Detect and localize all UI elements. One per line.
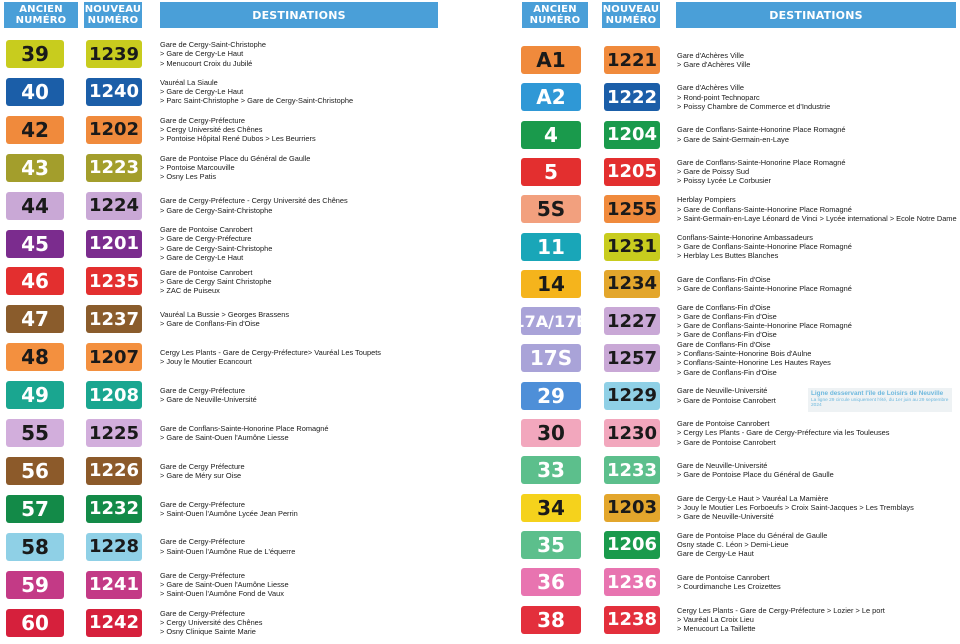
destination-stop: > Jouy le Moutier Les Forboeufs > Croix Saint-Jacques > Les Tremblays (677, 502, 914, 512)
old-line-number-badge: 44 (6, 192, 64, 220)
destination-stop: Osny stade C. Léon > Demi-Lieue (677, 540, 789, 550)
old-line-number-badge: 39 (6, 40, 64, 68)
destination-stop: > Gare de Conflans-Fin d'Oise (677, 330, 777, 340)
destination-stop: Gare de Pontoise Canrobert (677, 572, 770, 582)
destination-stop: > Gare de Cergy-Saint-Christophe (160, 243, 273, 253)
old-line-number-badge: 4 (521, 121, 581, 149)
destination-stop: Gare d'Achères Ville (677, 83, 745, 93)
destination-stop: Cergy Les Plants - Gare de Cergy-Préfecture> Vauréal Les Toupets (160, 347, 381, 357)
line-row (0, 419, 960, 449)
old-line-number-badge: 33 (521, 456, 581, 484)
destination-stop: Gare de Pontoise Place du Général de Gaulle (677, 531, 828, 541)
old-line-number-badge: 38 (521, 606, 581, 634)
destination-stop: > Gare de Pontoise Canrobert (677, 437, 776, 447)
destination-stop: Gare de Pontoise Place du Général de Gaulle (160, 153, 311, 163)
destination-stop: Gare de Pontoise Canrobert (160, 225, 253, 235)
destination-stop: Gare de Conflans-Sainte-Honorine Place Romagné (160, 423, 329, 433)
new-line-number-badge: 1221 (604, 46, 660, 74)
destination-stop: > Gare de Conflans-Fin d'Oise (677, 367, 777, 377)
old-line-number-badge: 34 (521, 494, 581, 522)
destination-stop: > Menucourt La Taillette (677, 624, 756, 634)
new-line-number-badge: 1255 (604, 195, 660, 223)
new-line-number-badge: 1204 (604, 121, 660, 149)
destination-list (677, 567, 960, 597)
destination-list (677, 418, 960, 448)
destination-stop: > Pontoise Marcouville (160, 163, 235, 173)
new-line-number-badge: 1242 (86, 609, 142, 637)
line-row (0, 121, 960, 151)
destination-list (677, 530, 960, 560)
destination-stop: Gare de Conflans-Fin d'Oise (677, 302, 771, 312)
line-row (0, 158, 960, 188)
destination-stop: Gare de Conflans-Fin d'Oise (677, 339, 771, 349)
old-line-number-badge: 58 (6, 533, 64, 561)
destination-stop: > Poissy Chambre de Commerce et d'Industrie (677, 101, 831, 111)
line-row (0, 456, 960, 486)
destination-stop: > Cergy Les Plants - Gare de Cergy-Préfecture via les Touleuses (677, 428, 890, 438)
note-title: Ligne desservant l'île de Loisirs de Neuville (811, 390, 944, 397)
line-row (0, 233, 960, 263)
old-line-number-badge: A2 (521, 83, 581, 111)
destination-stop: > Gare de Cergy-Préfecture (160, 234, 252, 244)
old-line-number-badge: 47 (6, 305, 64, 333)
destination-stop: > Cergy Université des Chênes (160, 617, 263, 627)
new-line-number-badge: 1224 (86, 192, 142, 220)
destination-stop: > Rond-point Technoparc (677, 92, 760, 102)
destination-list (677, 455, 960, 485)
destination-stop: Gare de Cergy-Préfecture (160, 499, 246, 509)
line-row (0, 606, 960, 636)
old-line-number-badge: 30 (521, 419, 581, 447)
destination-stop: Gare de Pontoise Canrobert (677, 419, 770, 429)
header-ancien-numero-right: ANCIEN NUMÉRO (522, 2, 588, 28)
old-line-number-badge: 56 (6, 457, 64, 485)
line-row (0, 494, 960, 524)
destination-stop: > Gare de Conflans-Sainte-Honorine Place Romagné (677, 283, 852, 293)
line-row (0, 267, 960, 300)
new-line-number-badge: 1233 (604, 456, 660, 484)
destination-list (677, 605, 960, 635)
old-line-number-badge: 45 (6, 230, 64, 258)
new-line-number-badge: 1226 (86, 457, 142, 485)
old-line-number-badge: 46 (6, 267, 64, 295)
destination-stop: > Gare de Cergy-Le Haut (160, 87, 244, 97)
old-line-number-badge: 49 (6, 381, 64, 409)
new-line-number-badge: 1225 (86, 419, 142, 447)
destination-stop: > Pontoise Hôpital René Dubos > Les Beurriers (160, 134, 316, 144)
destination-stop: > Gare de Conflans-Fin d'Oise (677, 311, 777, 321)
old-line-number-badge: 43 (6, 154, 64, 182)
destination-stop: > Gare de Conflans-Sainte-Honorine Place Romagné (677, 204, 852, 214)
destination-stop: > Gare de Cergy-Le Haut (160, 252, 244, 262)
destination-stop: Gare de Conflans-Fin d'Oise (677, 274, 771, 284)
line-row (0, 339, 960, 377)
destination-stop: > Menucourt Croix du Jubilé (160, 58, 253, 68)
destination-stop: > Cergy Université des Chênes (160, 125, 263, 135)
destination-stop: Herblay Pompiers (677, 195, 736, 205)
destination-stop: > Gare de Cergy Saint Christophe (160, 276, 272, 286)
old-line-number-badge: 42 (6, 116, 64, 144)
line-row (0, 195, 960, 225)
destination-stop: > Gare de Saint-Ouen l'Aumône Liesse (160, 579, 289, 589)
destination-list (677, 120, 960, 150)
new-line-number-badge: 1208 (86, 381, 142, 409)
destination-stop: Gare de Cergy-Préfecture (160, 537, 246, 547)
destination-stop: > Conflans-Sainte-Honorine Les Hautes Rayes (677, 358, 831, 368)
old-line-number-badge: 60 (6, 609, 64, 637)
new-line-number-badge: 1234 (604, 270, 660, 298)
old-line-number-badge: 14 (521, 270, 581, 298)
new-line-number-badge: 1240 (86, 78, 142, 106)
destination-stop: Gare de Pontoise Canrobert (160, 267, 253, 277)
destination-stop: Vauréal La Bussie > Georges Brassens (160, 310, 290, 320)
old-line-number-badge: 40 (6, 78, 64, 106)
destination-stop: > Courdimanche Les Croizettes (677, 582, 781, 592)
destination-stop: > Gare de Cergy-Saint-Christophe (160, 205, 273, 215)
destination-list (677, 339, 960, 377)
destination-stop: Gare de Conflans-Sainte-Honorine Place Romagné (677, 125, 846, 135)
new-line-number-badge: 1231 (604, 233, 660, 261)
new-line-number-badge: 1232 (86, 495, 142, 523)
header-nouveau-numero-left: NOUVEAU NUMÉRO (84, 4, 142, 26)
destination-list (677, 45, 960, 75)
new-line-number-badge: 1228 (86, 533, 142, 561)
new-line-number-badge: 1241 (86, 571, 142, 599)
destination-stop: Gare de Cergy-Saint-Christophe (160, 40, 266, 50)
destination-list (677, 157, 960, 187)
new-line-number-badge: 1227 (604, 307, 660, 335)
destination-stop: Gare de Neuville-Université (677, 386, 768, 396)
destination-stop: Conflans-Sainte-Honorine Ambassadeurs (677, 232, 813, 242)
destination-stop: > Osny Les Patis (160, 172, 217, 182)
new-line-number-badge: 1222 (604, 83, 660, 111)
destination-stop: > Gare de Cergy-Le Haut (160, 49, 244, 59)
old-line-number-badge: 29 (521, 382, 581, 410)
destination-stop: Cergy Les Plants - Gare de Cergy-Préfecture > Lozier > Le port (677, 605, 885, 615)
destination-stop: > Saint-Germain-en-Laye Léonard de Vinci > Lycée international > Ecole Notre Dame (677, 213, 957, 223)
new-line-number-badge: 1237 (86, 305, 142, 333)
old-line-number-badge: 17A/17B (521, 307, 581, 335)
destination-stop: > Vauréal La Croix Lieu (677, 614, 754, 624)
old-line-number-badge: 5S (521, 195, 581, 223)
destination-stop: > Parc Saint-Christophe > Gare de Cergy-Saint-Christophe (160, 96, 354, 106)
old-line-number-badge: 57 (6, 495, 64, 523)
line-row (0, 568, 960, 598)
old-line-number-badge: 59 (6, 571, 64, 599)
destination-stop: Gare de Cergy-Préfecture (160, 570, 246, 580)
seasonal-line-note (808, 388, 952, 412)
destination-stop: > Gare de Conflans-Sainte-Honorine Place Romagné (677, 241, 852, 251)
new-line-number-badge: 1239 (86, 40, 142, 68)
destination-stop: Gare de Cergy-Le Haut (677, 549, 754, 559)
destination-stop: > Gare de Poissy Sud (677, 167, 750, 177)
destination-stop: > Gare d'Achères Ville (677, 60, 751, 69)
header-destinations-left: DESTINATIONS (160, 2, 438, 28)
destination-stop: Gare de Cergy-Préfecture (160, 385, 246, 395)
destination-stop: > Saint-Ouen l'Aumône Fond de Vaux (160, 589, 284, 599)
destination-stop: > Poissy Lycée Le Corbusier (677, 176, 772, 186)
new-line-number-badge: 1257 (604, 344, 660, 372)
destination-list (677, 232, 960, 262)
destination-list (677, 302, 960, 340)
destination-stop: > Saint-Ouen l'Aumône Rue de L'équerre (160, 546, 296, 556)
destination-stop: > ZAC de Puiseux (160, 285, 220, 295)
new-line-number-badge: 1223 (86, 154, 142, 182)
new-line-number-badge: 1230 (604, 419, 660, 447)
destination-stop: > Gare de Neuville-Université (160, 395, 257, 405)
destination-stop: Gare de Cergy-Préfecture (160, 608, 246, 618)
note-text: La ligne 29 circule uniquement l'été, du 1er juin au 29 septembre 2024 (811, 397, 949, 409)
new-line-number-badge: 1235 (86, 267, 142, 295)
destination-stop: > Saint-Ouen l'Aumône Lycée Jean Perrin (160, 508, 298, 518)
line-row (0, 83, 960, 113)
destination-stop: > Herblay Les Buttes Blanches (677, 251, 779, 261)
destination-list (677, 493, 960, 523)
old-line-number-badge: 55 (6, 419, 64, 447)
old-line-number-badge: 11 (521, 233, 581, 261)
destination-stop: Gare de Cergy-Le Haut > Vauréal La Mamière (677, 493, 829, 503)
header-ancien-numero-left: ANCIEN NUMÉRO (4, 2, 78, 28)
destination-stop: > Gare de Neuville-Université (677, 512, 774, 522)
old-line-number-badge: 36 (521, 568, 581, 596)
new-line-number-badge: 1206 (604, 531, 660, 559)
destination-stop: > Jouy le Moutier Ecancourt (160, 357, 252, 367)
destination-list (677, 194, 960, 224)
new-line-number-badge: 1229 (604, 382, 660, 410)
destination-stop: > Gare de Conflans-Fin d'Oise (160, 319, 260, 329)
destination-stop: Vauréal La Siaule (160, 78, 218, 88)
destination-stop: Gare de Cergy-Préfecture - Cergy Université des Chênes (160, 196, 348, 206)
destination-stop: Gare de Cergy-Préfecture (160, 115, 246, 125)
new-line-number-badge: 1203 (604, 494, 660, 522)
destination-stop: Gare de Neuville-Université (677, 461, 768, 471)
destination-stop: > Gare de Méry sur Oise (160, 470, 242, 480)
new-line-number-badge: 1207 (86, 343, 142, 371)
new-line-number-badge: 1236 (604, 568, 660, 596)
old-line-number-badge: 5 (521, 158, 581, 186)
destination-list (677, 82, 960, 112)
line-row (0, 46, 960, 76)
destination-stop: Gare d'Achères Ville (677, 50, 745, 60)
destination-stop: > Gare de Saint-Ouen l'Aumône Liesse (160, 433, 289, 442)
line-row (0, 531, 960, 561)
new-line-number-badge: 1202 (86, 116, 142, 144)
old-line-number-badge: A1 (521, 46, 581, 74)
destination-stop: > Gare de Pontoise Place du Général de Gaulle (677, 470, 834, 480)
destination-list (677, 269, 960, 299)
line-row (0, 302, 960, 340)
destination-stop: > Gare de Saint-Germain-en-Laye (677, 134, 789, 144)
old-line-number-badge: 35 (521, 531, 581, 559)
destination-stop: > Osny Clinique Sainte Marie (160, 627, 256, 637)
destination-stop: Gare de Conflans-Sainte-Honorine Place Romagné (677, 158, 846, 168)
destination-stop: > Gare de Pontoise Canrobert (677, 395, 776, 405)
destination-stop: > Gare de Conflans-Sainte-Honorine Place Romagné (677, 321, 852, 331)
destination-stop: Gare de Cergy Préfecture (160, 461, 245, 471)
old-line-number-badge: 17S (521, 344, 581, 372)
destination-stop: > Conflans-Sainte-Honorine Bois d'Aulne (677, 349, 812, 359)
new-line-number-badge: 1238 (604, 606, 660, 634)
old-line-number-badge: 48 (6, 343, 64, 371)
new-line-number-badge: 1205 (604, 158, 660, 186)
new-line-number-badge: 1201 (86, 230, 142, 258)
header-destinations-right: DESTINATIONS (676, 2, 956, 28)
header-nouveau-numero-right: NOUVEAU NUMÉRO (602, 4, 660, 26)
